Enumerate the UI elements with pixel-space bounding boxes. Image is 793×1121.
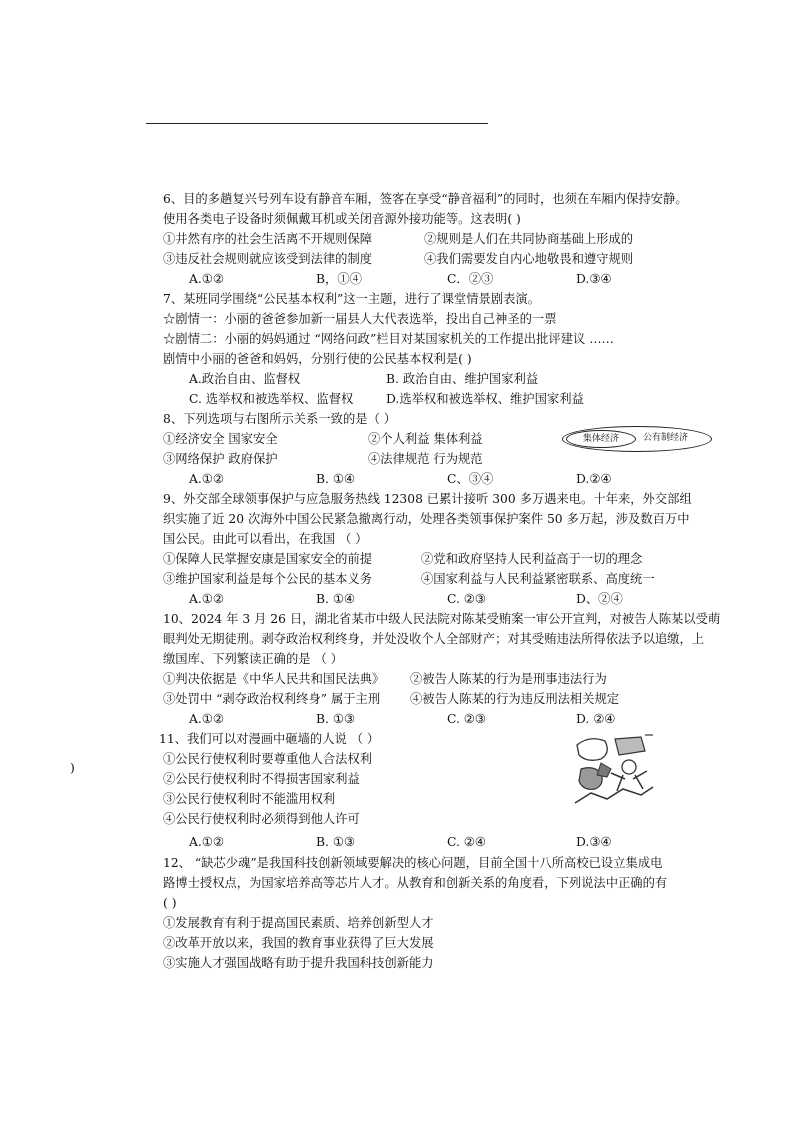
q8-statement-3: ③网络保护 政府保护 xyxy=(163,452,278,466)
q12-statement-1: ①发展教育有利于提高国民素质、培养创新型人才 xyxy=(163,916,434,930)
q12-statement-3: ③实施人才强国战略有助于提升我国科技创新能力 xyxy=(163,956,434,970)
q6-statement-3: ③违反社会规则就应该受到法律的制度 xyxy=(163,252,373,266)
q12-stem-3: ( ) xyxy=(163,896,177,910)
q7-option-d[interactable]: D.选举权和被选举权、维护国家利益 xyxy=(386,392,584,406)
q7-option-a[interactable]: A.政治自由、监督权 xyxy=(189,372,301,386)
header-rule xyxy=(146,123,488,124)
q11-stem: 11、我们可以对漫画中砸墙的人说 （ ） xyxy=(159,732,380,746)
q10-statement-2: ②被告人陈某的行为是刑事违法行为 xyxy=(410,672,607,686)
q10-option-a[interactable]: A.①② xyxy=(189,712,224,726)
q11-statement-2: ②公民行使权利时不得损害国家利益 xyxy=(163,772,360,786)
q6-stem-2: 使用各类电子设备时须佩戴耳机或关闭音源外接功能等。这表明( ) xyxy=(163,212,521,226)
q6-stem-1: 6、目的多趟复兴号列车设有静音车厢，签客在享受“静音福利”的同时，也须在车厢内保持安静。 xyxy=(163,192,688,206)
q7-question: 剧情中小丽的爸爸和妈妈，分别行使的公民基本权利是( ) xyxy=(163,352,472,366)
q9-option-b[interactable]: B. ①④ xyxy=(316,592,355,606)
q9-stem-3: 国公民。由此可以看出，在我国 （ ） xyxy=(163,532,368,546)
q8-diagram-outer-label: 公有制经济 xyxy=(643,433,689,443)
q9-option-a[interactable]: A.①② xyxy=(189,592,224,606)
q10-option-d[interactable]: D. ②④ xyxy=(576,712,616,726)
q9-statement-4: ④国家利益与人民利益紧密联系、高度统一 xyxy=(421,572,655,586)
q8-relation-diagram xyxy=(562,426,712,452)
q9-stem-2: 织实施了近 20 次海外中国公民紧急撤离行动，处理各类领事保护案件 50 多万起，涉及数百万中 xyxy=(163,512,690,526)
q10-statement-1: ①判决依据是《中华人民共和国民法典》 xyxy=(163,672,385,686)
q9-option-c[interactable]: C. ②③ xyxy=(447,592,486,606)
q6-option-b[interactable]: B，①④ xyxy=(316,272,362,286)
q10-statement-4: ④被告人陈某的行为违反刑法相关规定 xyxy=(410,692,620,706)
q12-stem-2: 路博士授权点，为国家培养高等芯片人才。从教育和创新关系的角度看，下列说法中正确的有 xyxy=(163,876,668,890)
q12-statement-2: ②改革开放以来，我国的教育事业获得了巨大发展 xyxy=(163,936,434,950)
q11-option-c[interactable]: C. ②④ xyxy=(447,835,486,849)
q7-option-c[interactable]: C. 选举权和被选举权、监督权 xyxy=(189,392,354,406)
q10-option-c[interactable]: C. ②③ xyxy=(447,712,486,726)
q8-statement-2: ②个人利益 集体利益 xyxy=(368,432,483,446)
q10-option-b[interactable]: B. ①③ xyxy=(316,712,355,726)
q11-statement-3: ③公民行使权利时不能滥用权利 xyxy=(163,792,336,806)
q8-option-c[interactable]: C、③④ xyxy=(447,472,494,486)
q9-statement-1: ①保障人民掌握安康是国家安全的前提 xyxy=(163,552,373,566)
q8-option-b[interactable]: B. ①④ xyxy=(316,472,355,486)
q11-option-a[interactable]: A.①② xyxy=(189,835,224,849)
q11-wall-cartoon xyxy=(571,733,655,809)
q7-scene-1: ☆剧情一：小丽的爸爸参加新一届县人大代表选举，投出自己神圣的一票 xyxy=(163,312,557,326)
q11-option-d[interactable]: D.③④ xyxy=(576,835,612,849)
q6-option-c[interactable]: C．②③ xyxy=(447,272,494,286)
q11-option-b[interactable]: B. ①③ xyxy=(316,835,355,849)
q10-stem-1: 10、2024 年 3 月 26 日，湖北省某市中级人民法院对陈某受贿案一审公开宣判，对被告人陈某以受萌 xyxy=(163,612,721,626)
q10-stem-2: 眼判处无期徒刑。剥夺政治权利终身，并处没收个人全部财产；对其受贿违法所得依法予以追缴，上 xyxy=(163,632,705,646)
q6-option-d[interactable]: D.③④ xyxy=(576,272,612,286)
q8-statement-1: ①经济安全 国家安全 xyxy=(163,432,278,446)
q11-statement-4: ④公民行使权利时必须得到他人许可 xyxy=(163,812,360,826)
q9-stem-1: 9、外交部全球领事保护与应急服务热线 12308 已累计接听 300 多万遇来电。十年来，外交部组 xyxy=(163,492,692,506)
q6-statement-1: ①井然有序的社会生活离不开规则保障 xyxy=(163,232,373,246)
stray-parenthesis: ) xyxy=(70,761,75,775)
q9-statement-2: ②党和政府坚持人民利益高于一切的理念 xyxy=(421,552,643,566)
q6-option-a[interactable]: A.①② xyxy=(189,272,224,286)
q10-statement-3: ③处罚中 “剥夺政治权利终身” 属于主刑 xyxy=(163,692,381,706)
q7-scene-2: ☆剧情二：小丽的妈妈通过 “网络问政”栏目对某国家机关的工作提出批评建议 …… xyxy=(163,332,614,346)
q11-statement-1: ①公民行使权利时要尊重他人合法权利 xyxy=(163,752,373,766)
q8-stem: 8、下列选项与右图所示关系一致的是（ ） xyxy=(163,412,397,426)
q8-option-a[interactable]: A.①② xyxy=(189,472,224,486)
q9-statement-3: ③维护国家利益是每个公民的基本义务 xyxy=(163,572,373,586)
q7-option-b[interactable]: B. 政治自由、维护国家利益 xyxy=(386,372,539,386)
q6-statement-2: ②规则是人们在共同协商基础上形成的 xyxy=(424,232,634,246)
q8-statement-4: ④法律规范 行为规范 xyxy=(368,452,483,466)
q8-option-d[interactable]: D.②④ xyxy=(576,472,612,486)
q7-stem: 7、某班同学围绕“公民基本权利”这一主题，进行了课堂情景剧表演。 xyxy=(163,292,541,306)
q8-diagram-inner-label: 集体经济 xyxy=(566,430,636,448)
q10-stem-3: 缴国库、下列繁读正确的是 （ ） xyxy=(163,652,343,666)
q9-option-d[interactable]: D、②④ xyxy=(576,592,623,606)
q12-stem-1: 12、 “缺芯少魂”是我国科技创新领域要解决的核心问题，目前全国十八所高校已设立集成电 xyxy=(163,856,663,870)
q6-statement-4: ④我们需要发自内心地敬畏和遵守规则 xyxy=(424,252,634,266)
